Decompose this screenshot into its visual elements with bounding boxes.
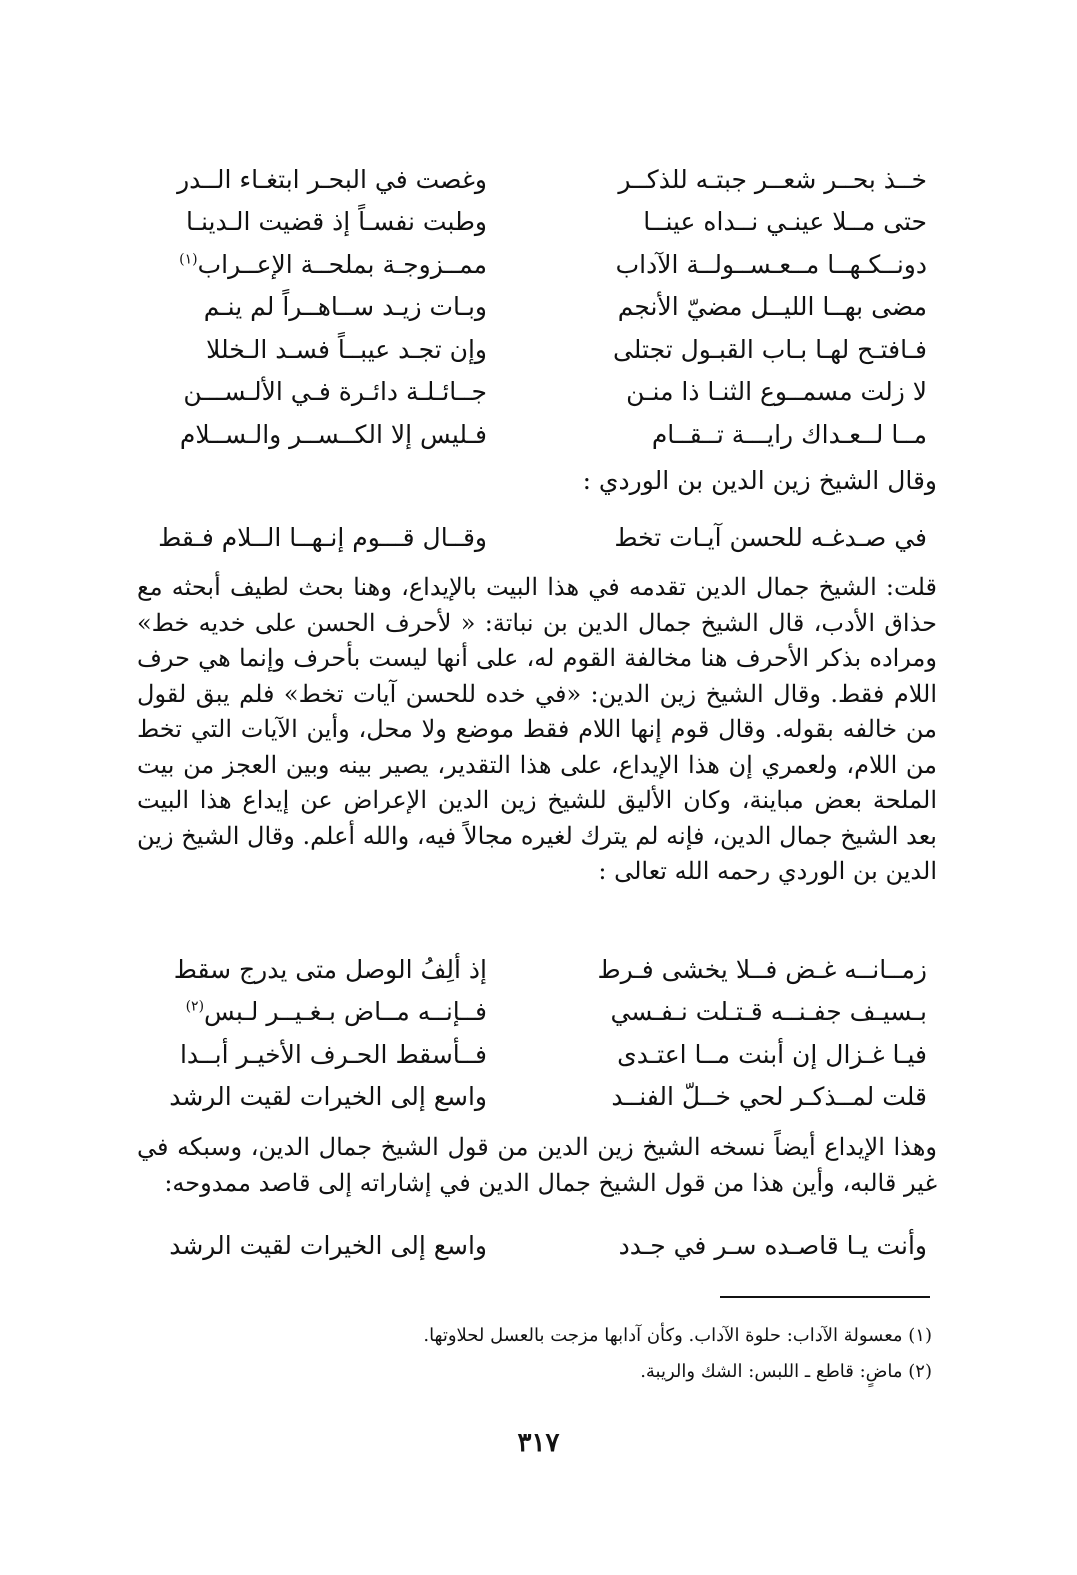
second-hemistich bbox=[167, 207, 487, 237]
first-hemistich: فيـا غـزال إن أبنت مــا اعتـدى bbox=[617, 1039, 927, 1069]
second-hemistich bbox=[167, 954, 487, 984]
verse-line bbox=[167, 413, 927, 456]
hemistich-text: وطبت نفسـاً إذ قضيت الـدينـا bbox=[186, 207, 487, 237]
second-hemistich bbox=[167, 377, 487, 407]
first-hemistich: دونــكـهــا مــعـســولــة الآداب bbox=[615, 249, 927, 279]
first-hemistich: بـسيـف جفـنــه قـتـلت نـفـسي bbox=[610, 997, 927, 1027]
second-hemistich bbox=[167, 1039, 487, 1069]
first-hemistich: خــذ بحــر شعــر جبتـه للذكــر bbox=[618, 164, 927, 194]
hemistich-text: فــإنــه مــاض بـغـيــر لـبس bbox=[204, 997, 487, 1027]
hemistich-text: جــائـلـة دائـرة فـي الألـســـن bbox=[183, 377, 487, 407]
footnote-1: (١) معسولة الآداب: حلوة الآداب. وكأن آدابها مزجت بالعسل لحلاوتها. bbox=[423, 1325, 932, 1346]
hemistich-text: ممــزوجـة بملحــة الإعــراب bbox=[197, 249, 487, 279]
intro-line-1: وقال الشيخ زين الدين بن الوردي : bbox=[582, 466, 937, 495]
second-hemistich: واسع إلى الخيرات لقيت الرشد bbox=[169, 1230, 487, 1260]
hemistich-text: واسع إلى الخيرات لقيت الرشد bbox=[169, 1082, 487, 1112]
verse-line bbox=[167, 243, 927, 286]
hemistich-text: وغصت في البحـر ابتغـاء الــدر bbox=[177, 164, 487, 194]
verse-line bbox=[158, 516, 927, 559]
second-hemistich bbox=[167, 292, 487, 322]
hemistich-text: وإن تجـد عيبــاً فسـد الـخللا bbox=[206, 334, 487, 364]
second-hemistich bbox=[167, 419, 487, 449]
first-hemistich: لا زلت مسمــوع الثنـا ذا منـن bbox=[626, 377, 927, 407]
first-hemistich: مــا لــعـداك رايـــة تــقــام bbox=[651, 419, 927, 449]
paragraph-1: قلت: الشيخ جمال الدين تقدمه في هذا البيت بالإيداع، وهنا بحث لطيف أبحثه مع حذاق الأدب، قال الشيخ جمال الدين بن نباتة: « لأحرف الحسن على خديه خط» ومراده بذكر الأحرف هنا مخالفة القوم له، على أنها ليست بأحرف وإنما هي حرف اللام فقط. وقال الشيخ زين الدين: «في خده للحسن آيات تخط» فلم يبق لقول من خالفه بقوله. وقال قوم إنها اللام فقط موضع ولا محل، وأين الآيات التي تخط من اللام، ولعمري إن هذا الإيداع، على هذا التقدير، يصير بينه وبين العجز من بيت الملحة بعض مباينة، وكان الأليق للشيخ زين الدين الإعراض عن إيداع هذا البيت بعد الشيخ جمال الدين، فإنه لم يترك لغيره مجالاً فيه، والله أعلم. وقال الشيخ زين الدين بن الوردي رحمه الله تعالى : bbox=[137, 573, 937, 885]
footnote-reference: (١) bbox=[179, 251, 198, 268]
first-hemistich: في صـدغـه للحسن آيـات تخط bbox=[614, 522, 927, 552]
first-hemistich: وأنت يـا قاصـده سـر في جـدد bbox=[618, 1230, 927, 1260]
verse-line bbox=[167, 201, 927, 244]
second-hemistich: وقــال قـــوم إنـهــا الــلام فـقط bbox=[158, 522, 487, 552]
poem-block-top bbox=[167, 158, 927, 456]
verse-line bbox=[167, 1033, 927, 1076]
paragraph-2: وهذا الإيداع أيضاً نسخه الشيخ زين الدين من قول الشيخ جمال الدين، وسبكه في غير قالبه، وأين هذا من قول الشيخ جمال الدين في إشاراته إلى قاصد ممدوحه: bbox=[137, 1133, 937, 1197]
first-hemistich: حتى مــلا عينـي نــداه عينــا bbox=[643, 207, 927, 237]
verse-line bbox=[167, 1224, 927, 1267]
second-hemistich bbox=[167, 334, 487, 364]
verse-line bbox=[167, 991, 927, 1034]
poem-single-1 bbox=[158, 516, 927, 559]
second-hemistich bbox=[167, 1082, 487, 1112]
verse-line bbox=[167, 328, 927, 371]
first-hemistich: فـافتـح لهـا بـاب القبـول تجتلى bbox=[612, 334, 927, 364]
second-hemistich bbox=[167, 249, 487, 279]
first-hemistich: زمــانــه غـض فــلا يخشى فـرط bbox=[597, 954, 927, 984]
hemistich-text: فـليس إلا الكــســر والـســلام bbox=[179, 419, 487, 449]
second-hemistich bbox=[167, 164, 487, 194]
footnote-rule bbox=[720, 1296, 930, 1298]
footnote-2: (٢) ماضٍ: قاطع ـ اللبس: الشك والريبة. bbox=[640, 1361, 932, 1382]
second-hemistich bbox=[167, 997, 487, 1027]
verse-line bbox=[167, 948, 927, 991]
verse-line bbox=[167, 1076, 927, 1119]
first-hemistich: مضى بهــا الليــل مضيّ الأنجم bbox=[617, 292, 927, 322]
footnote-reference: (٢) bbox=[185, 998, 205, 1015]
verse-line bbox=[167, 286, 927, 329]
first-hemistich: قلت لمــذكـر لحي خــلّ الفنــد bbox=[611, 1082, 927, 1112]
page-number: ٣١٧ bbox=[517, 1428, 560, 1458]
verse-line bbox=[167, 158, 927, 201]
poem-single-2 bbox=[167, 1224, 927, 1267]
verse-line bbox=[167, 371, 927, 414]
hemistich-text: فــأسقط الحـرف الأخيـر أبــدا bbox=[179, 1039, 487, 1069]
hemistich-text: إذ ألِفُ الوصل متى يدرج سقط bbox=[173, 954, 487, 984]
poem-block-middle bbox=[167, 948, 927, 1118]
hemistich-text: وبـات زيـد ســاهــراً لم ينـم bbox=[203, 292, 487, 322]
footnotes bbox=[132, 1318, 932, 1390]
